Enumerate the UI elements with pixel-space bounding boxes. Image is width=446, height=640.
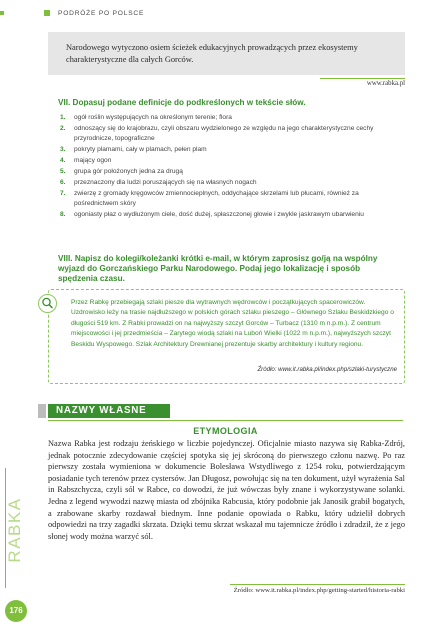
item-text: ogół roślin występujących na określonym terenie; flora <box>74 114 232 121</box>
item-number: 5. <box>60 168 66 176</box>
etymology-text: Nazwa Rabka jest rodzaju żeńskiego w liczbie pojedynczej. Oficjalnie miasto nazywa się Rabka-Zdrój, jednak potocznie zdecydowanie częściej spotyka się jej skróconą do pierwszego członu nazwę. Po raz pierwszy została wymieniona w dokumencie Bolesława Wstydliwego z 1254 roku, potwierdzającym posiadanie tych terenów przez cystersów. Jan Długosz, powołując się na ten dokument, użył wyrażenia Sal in Rabszchycza, czyli sól w Rabce, co dowodzi, że już wówczas były znane i wykorzystywane solanki. Jedna z legend wywodzi nazwę miasta od zbójnika Rabcusia, który podobnie jak Janosik grabił bogatych, a zrabowane skarby rozdawał biednym. Inne podanie opowiada o Rabku, który udzielił dobrych odpowiedzi na trzy zagadki skrzata. Dzięki temu skrzat wskazał mu tajemnicze źródło i zdradził, że z jego słonej wody można warzyć sól. <box>48 439 405 541</box>
item-text: ogoniasty płaz o wydłużonym ciele, dość dużej, spłaszczonej głowie i zwykle jaskrawym ubarwieniu <box>74 211 364 219</box>
source-divider <box>320 78 405 79</box>
sidebar-label: RABKA <box>5 497 24 563</box>
list-item <box>60 178 400 188</box>
item-text: odnoszący się do krajobrazu, czyli obszaru wydzielonego ze względu na jego charakterystyczne cechy przyrodnicze, topograficzne <box>74 124 374 143</box>
intro-text: Narodowego wytyczono osiem ścieżek edukacyjnych prowadzących przez ekosystemy charakterystyczne dla całych Gorców. <box>66 43 358 64</box>
source-divider <box>230 584 405 585</box>
etymology-source: Źródło: www.it.rabka.pl/index.php/getting-started/historia-rabki <box>233 587 405 594</box>
section-badge: NAZWY WŁASNE <box>48 404 170 418</box>
list-item <box>60 113 400 123</box>
info-text: Przez Rabkę przebiegają szlaki piesze dla wytrawnych wędrowców i początkujących spacerowiczów. Uzdrowisko leży na trasie najdłuższego w polskich górach szlaku pieszego – Głównego Szlaku Beskidzkiego o długości 519 km. Z Rabki prowadzi on na najwyższy szczyt Gorców – Turbacz (1310 m n.p.m.). Z centrum miejscowości i jej przedmieścia – Zarytego wiodą szlaki na Luboń Wielki (1022 m n.p.m.), najwyższych szczyt Beskidu Wyspowego. Szlak Architektury Drewnianej prezentuje skarby architektury i kultury regionu. <box>71 299 394 348</box>
task-7-title: VII. Dopasuj podane definicje do podkreślonych w tekście słów. <box>58 98 306 107</box>
item-text: grupa gór położonych jedna za drugą <box>74 168 183 176</box>
list-item <box>60 145 400 155</box>
item-number: 2. <box>60 124 66 132</box>
list-item <box>60 210 400 220</box>
item-number: 6. <box>60 178 66 186</box>
item-text: mający ogon <box>74 157 112 165</box>
definitions-list <box>60 113 400 221</box>
badge-shadow <box>38 404 46 418</box>
item-number: 8. <box>60 211 66 219</box>
item-text: przeznaczony dla ludzi poruszających się na własnych nogach <box>74 178 257 186</box>
item-text: zwierzę z gromady kręgowców zmiennocieplnych, oddychające skrzelami lub płucami, również za pośrednictwem skóry <box>74 189 359 208</box>
section-title: ETYMOLOGIA <box>193 426 258 436</box>
item-number: 7. <box>60 189 66 197</box>
item-number: 3. <box>60 146 66 154</box>
list-item <box>60 124 400 145</box>
list-item <box>60 156 400 166</box>
item-text: pokryty plamami, cały w plamach, pełen plam <box>74 146 207 154</box>
intro-source: www.rabka.pl <box>366 80 405 87</box>
search-icon <box>38 294 57 313</box>
section-divider <box>48 420 403 421</box>
task-8-title: VIII. Napisz do kolegi/koleżanki krótki e-mail, w którym zaprosisz go/ją na wspólny wyjazd do Gorczańskiego Parku Narodowego. Podaj jego lokalizację i sposób spędzenia czasu. <box>58 254 378 284</box>
list-item <box>60 167 400 177</box>
header-marker <box>44 10 50 16</box>
corner-marker <box>0 11 4 15</box>
list-item <box>60 189 400 210</box>
item-number: 4. <box>60 157 66 165</box>
item-number: 1. <box>60 114 66 121</box>
intro-text-box <box>48 32 405 75</box>
section-header: PODRÓŻE PO POLSCE <box>58 10 145 17</box>
info-source: Źródło: www.it.rabka.pl/index.php/szlaki-turystyczne <box>257 366 397 373</box>
page-number: 176 <box>5 600 27 622</box>
